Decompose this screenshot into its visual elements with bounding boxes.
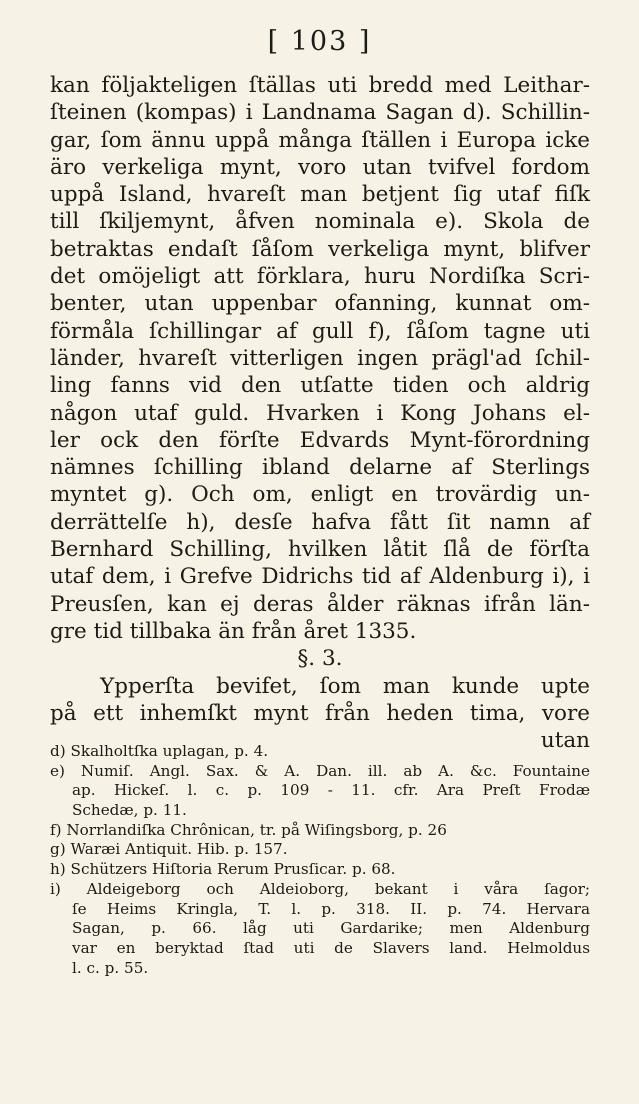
footnote-line: ap. Hickeſ. l. c. p. 109 - 11. cfr. Ara Preſt Frodæ: [72, 781, 590, 800]
body-line: det omöjeligt att förklara, huru Nordiſka Scri-: [50, 264, 590, 290]
page-number: [ 103 ]: [267, 26, 372, 57]
body-line: benter, utan uppenbar ofanning, kunnat om-: [50, 291, 590, 317]
body-line: länder, hvareſt vitterligen ingen prägl'ad ſchil-: [50, 345, 590, 371]
footnote-line: f) Norrlandiſka Chrônican, tr. på Wiſingsborg, p. 26: [50, 820, 447, 839]
footnote-line: ſe Heims Kringla, T. l. p. 318. II. p. 74. Hervara: [72, 899, 590, 918]
body-line: förmåla ſchillingar af gull f), ſåſom tagne uti: [50, 318, 590, 344]
section-line: Ypperſta bevifet, ſom man kunde upte: [100, 673, 590, 699]
catchword: utan: [540, 728, 590, 754]
body-line: myntet g). Och om, enligt en trovärdig un-: [50, 482, 590, 508]
body-line: uppå Island, hvareſt man betjent ſig utaf fiſk: [50, 182, 590, 208]
body-line: ſteinen (kompas) i Landnama Sagan d). Schillin-: [50, 100, 590, 126]
body-line: derrättelſe h), desſe hafva fått ſit namn af: [50, 509, 590, 535]
footnote-line: i) Aldeigeborg och Aldeioborg, bekant i våra ſagor;: [50, 879, 590, 898]
body-line: ler ock den förſte Edvards Mynt-förordning: [50, 427, 590, 453]
body-line: Preusſen, kan ej deras ålder räknas ifrån län-: [50, 591, 590, 617]
body-line: äro verkeliga mynt, voro utan tvifvel fordom: [50, 154, 590, 180]
body-line: gar, ſom ännu uppå många ſtällen i Europa icke: [50, 127, 590, 153]
body-text: [50, 72, 590, 754]
body-line: någon utaf guld. Hvarken i Kong Johans el-: [50, 400, 590, 426]
footnote-line: h) Schützers Hiſtoria Rerum Prusſicar. p. 68.: [50, 860, 396, 879]
footnotes: [50, 742, 590, 978]
body-line: kan följakteligen ſtällas uti bredd med Leithar-: [50, 73, 590, 98]
body-line: gre tid tillbaka än från året 1335.: [50, 618, 417, 644]
body-line: Bernhard Schilling, hvilken låtit ſlå de förſta: [50, 537, 590, 563]
footnote-line: Sagan, p. 66. låg uti Gardarike; men Aldenburg: [72, 919, 590, 938]
section-heading: §. 3.: [297, 646, 343, 672]
footnote-line: g) Waræi Antiquit. Hib. p. 157.: [50, 840, 288, 859]
body-line: betraktas endaſt ſåſom verkeliga mynt, blifver: [50, 236, 590, 262]
body-line: utaf dem, i Grefve Didrichs tid af Aldenburg i), i: [50, 564, 590, 590]
footnote-line: var en beryktad ſtad uti de Slavers land. Helmoldus: [72, 938, 590, 957]
body-line: nämnes ſchilling ibland delarne af Sterlings: [50, 455, 590, 481]
section-line: på ett inhemſkt mynt från heden tima, vore: [50, 700, 590, 726]
body-line: ling fanns vid den utſatte tiden och aldrig: [50, 373, 590, 399]
footnote-line: Schedæ, p. 11.: [72, 801, 187, 820]
body-line: till ſkiljemynt, åfven nominala e). Skola de: [50, 209, 590, 235]
footnote-line: d) Skalholtſka uplagan, p. 4.: [50, 742, 269, 760]
footnote-line: l. c. p. 55.: [72, 958, 149, 977]
footnote-line: e) Numiſ. Angl. Sax. & A. Dan. ill. ab A. &c. Fountaine: [50, 761, 590, 780]
